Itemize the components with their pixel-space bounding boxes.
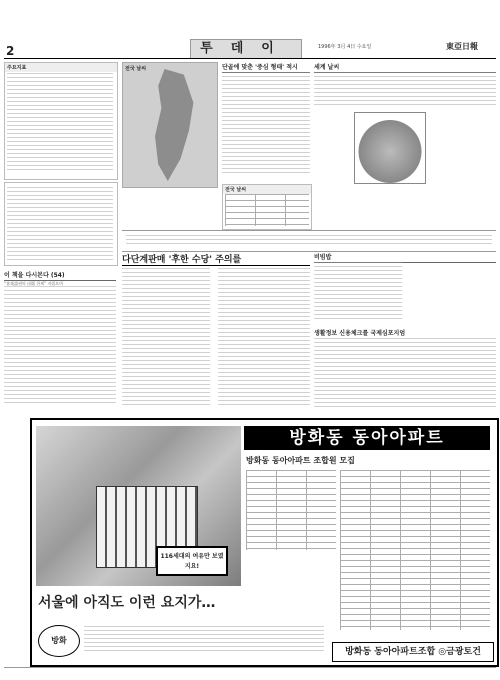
map-label: 전국 날씨 (125, 66, 147, 72)
section-title: 투데이 (190, 39, 302, 59)
sub-headline: 비빔밥 (314, 252, 496, 263)
center-article-text (222, 72, 310, 176)
ad-slogan: 서울에 아직도 이런 요지가… (38, 595, 216, 611)
world-globe (354, 112, 426, 184)
market-box (4, 182, 118, 266)
header-rule (4, 58, 496, 59)
left-column (4, 62, 117, 410)
caution-col-2 (218, 268, 310, 408)
world-weather-table (314, 72, 496, 108)
ad-aerial-photo (36, 426, 241, 586)
ad-table-right (340, 470, 490, 630)
caution-article (122, 252, 310, 412)
world-weather-title: 세계 날씨 (314, 62, 496, 73)
news-headline: 생활정보 신용체크를 국제심포지엄 (314, 330, 406, 337)
caution-col-1 (122, 268, 210, 408)
date-line: 1996年 3月 4日 수요일 (318, 44, 372, 50)
page-number: 2 (6, 44, 15, 58)
korea-map-shape (139, 69, 203, 181)
indicators-title: 주요지표 (5, 63, 117, 72)
indicators-table (7, 73, 113, 173)
right-article-text-1 (314, 262, 402, 322)
indicators-box (4, 62, 118, 180)
world-weather (314, 62, 496, 182)
ad-callout: 116세대의 여유만 보였지요! (156, 546, 228, 576)
ad-table-left (246, 470, 336, 550)
footer-rule (4, 667, 496, 668)
right-article-text-2 (314, 338, 496, 408)
book-subtitle: “非英語권의 出版 한계” 저렸으며 (4, 281, 63, 286)
weather-table-title: 전국 날씨 (223, 185, 311, 194)
ad-title: 방화동 동아아파트 (244, 426, 490, 450)
center-article-title: 단골에 맞춘 '중심 형태' 적시 (222, 62, 310, 73)
apartment-ad (30, 418, 499, 667)
weather-table (222, 184, 312, 230)
ad-fine-print (84, 626, 324, 654)
ad-subtitle: 방화동 동아아파트 조합원 모집 (246, 456, 355, 465)
icon-strip-content (126, 235, 492, 247)
ad-circle-label: 방화 (38, 625, 80, 657)
book-column (4, 270, 116, 287)
center-article (222, 62, 310, 182)
weather-map (122, 62, 218, 188)
book-title: 이 책을 다시본다 (54) (4, 270, 116, 281)
paper-name: 東亞日報 (446, 42, 478, 51)
book-text (4, 286, 116, 406)
right-lower-articles (314, 252, 496, 412)
weather-table-grid (225, 194, 309, 226)
icon-strip (122, 230, 496, 252)
caution-headline: 다단계판매 '후한 수당' 주의를 (122, 252, 310, 266)
market-table (7, 187, 113, 261)
ad-brand: 방화동 동아아파트조합 ◎금광토건 (332, 642, 494, 662)
